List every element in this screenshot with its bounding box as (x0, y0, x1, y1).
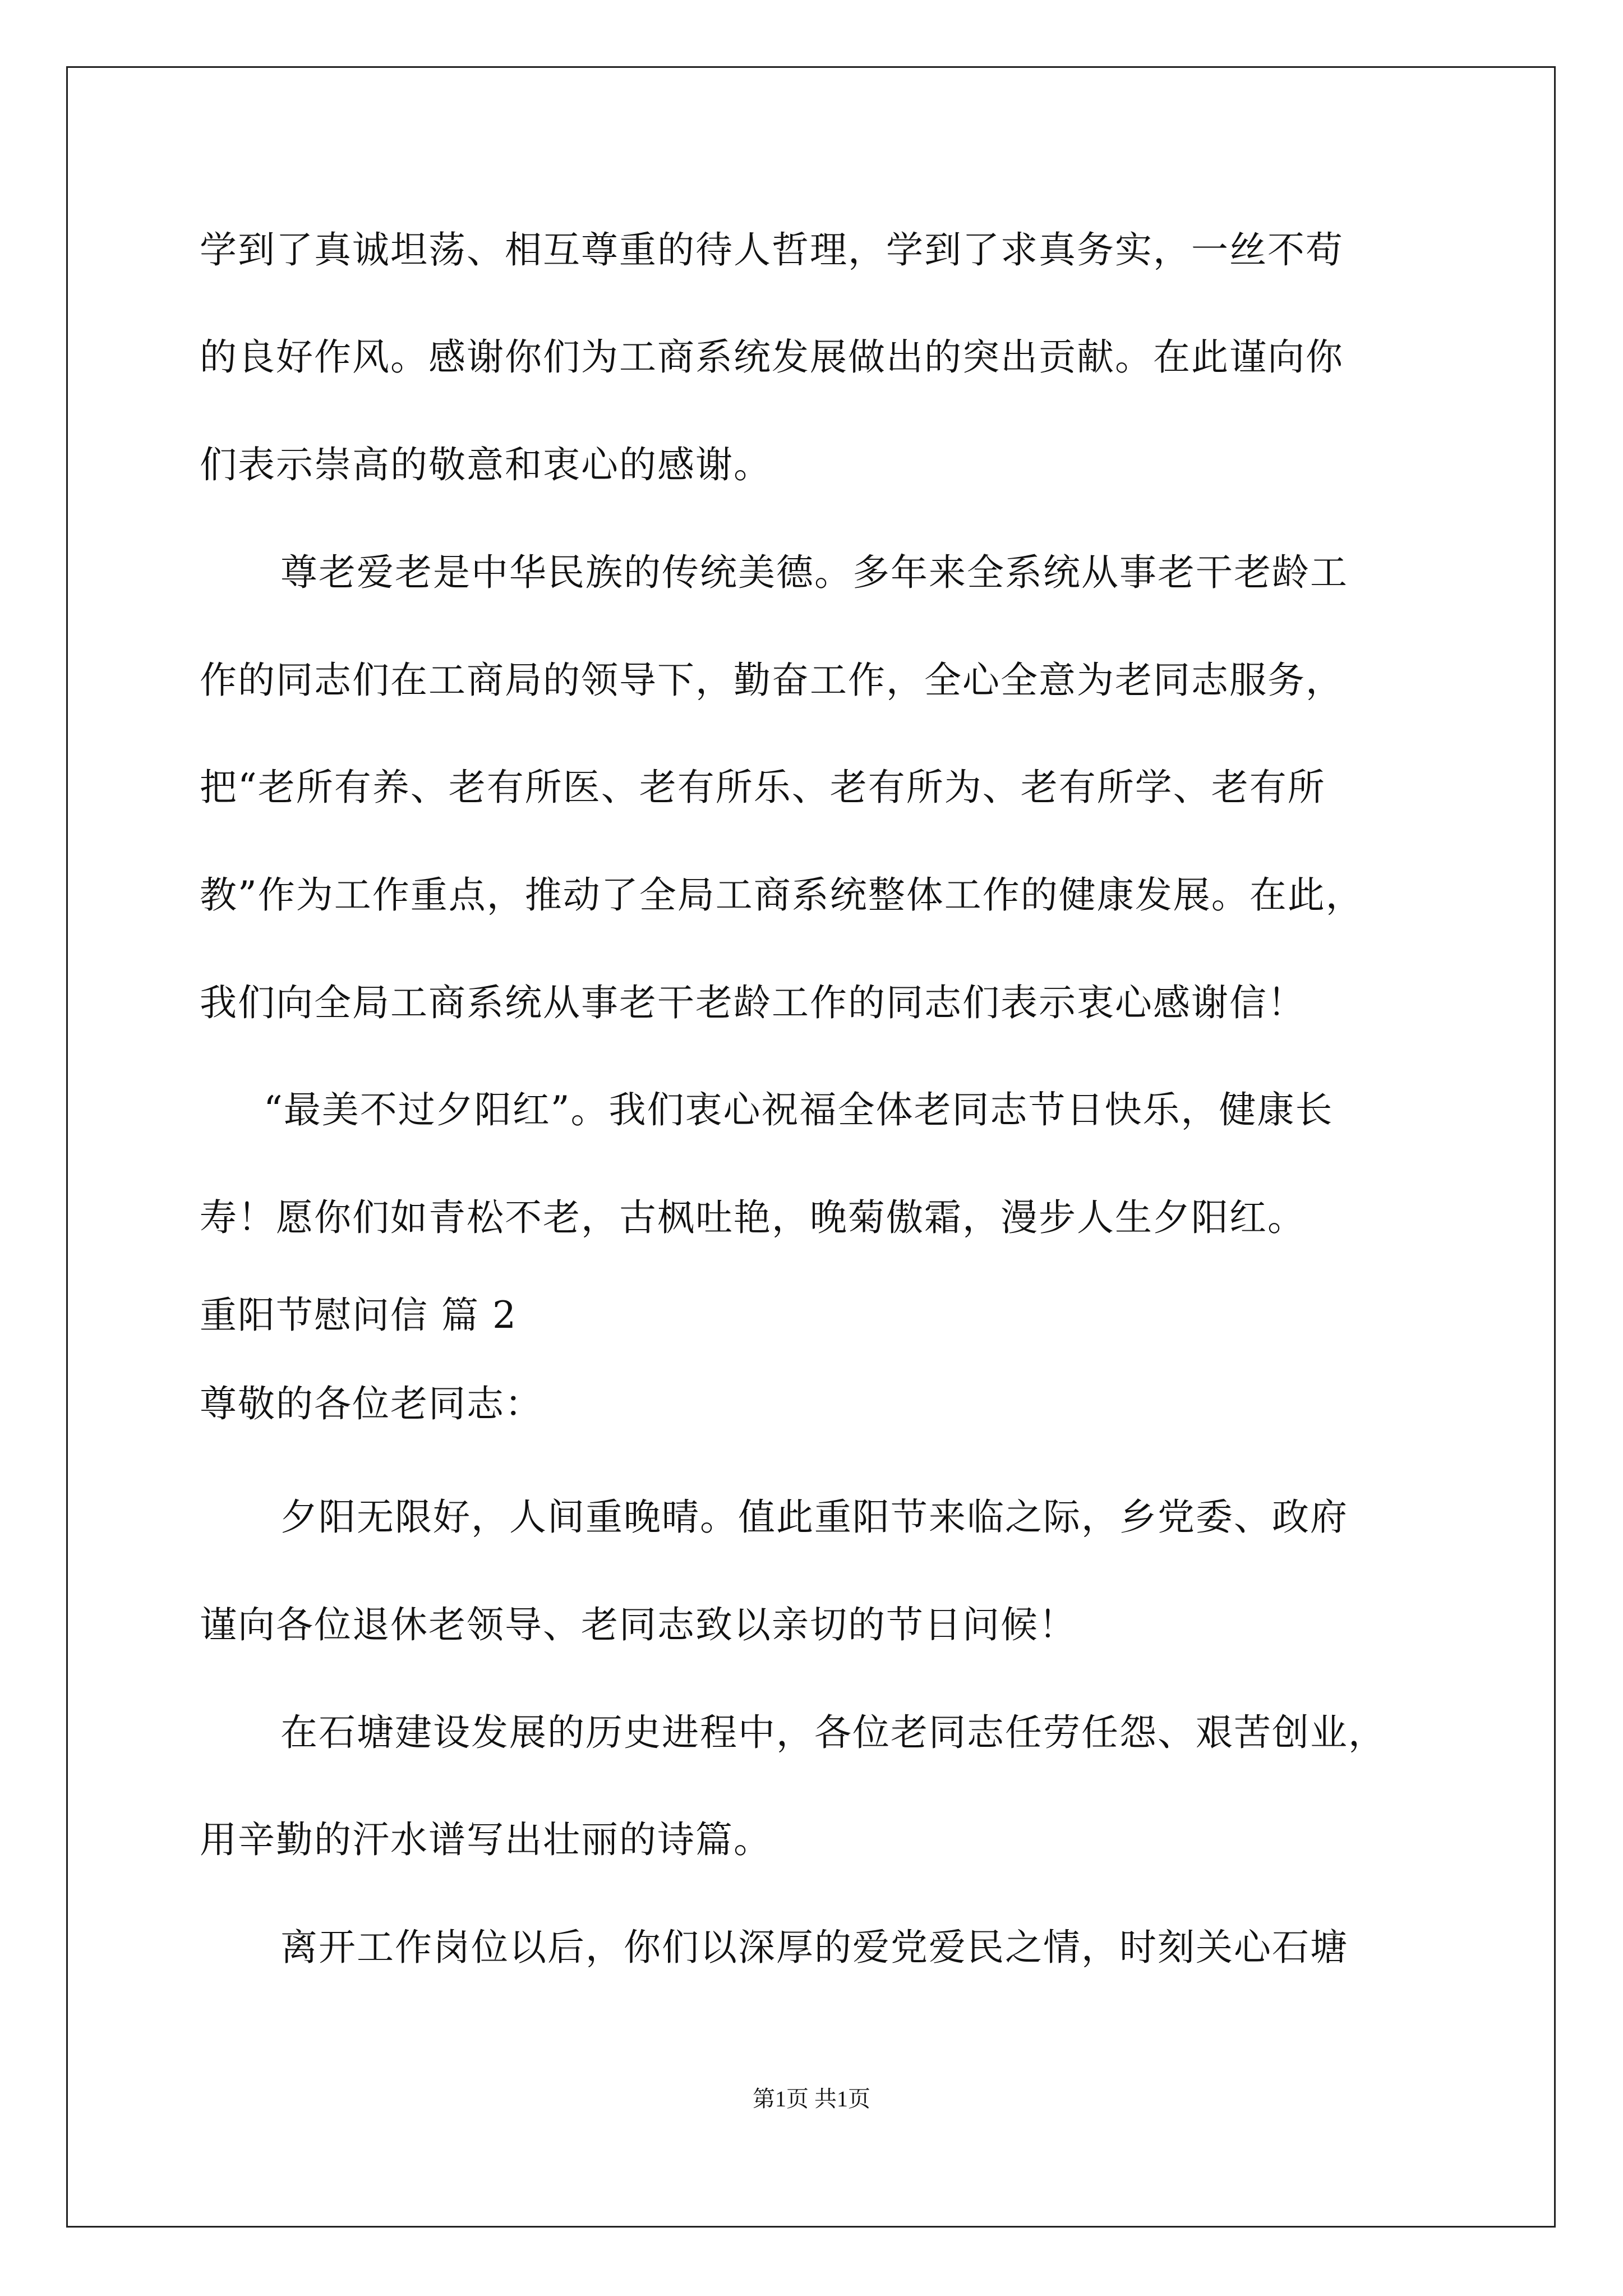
paragraph-start-line-15: 在石塘建设发展的历史进程中，各位老同志任劳任怨、艰苦创业， (280, 1711, 1386, 1754)
body-line-16: 用辛勤的汗水谱写出壮丽的诗篇。 (200, 1818, 772, 1861)
paragraph-start-line-13: 夕阳无限好，人间重晚晴。值此重阳节来临之际，乡党委、政府 (280, 1496, 1348, 1539)
paragraph-start-line-17: 离开工作岗位以后，你们以深厚的爱党爱民之情，时刻关心石塘 (280, 1926, 1348, 1969)
salutation: 尊敬的各位老同志： (200, 1382, 543, 1425)
body-line-6: 把“老所有养、老有所医、老有所乐、老有所为、老有所学、老有所 (200, 766, 1326, 809)
body-line-10: 寿！愿你们如青松不老，古枫吐艳，晚菊傲霜，漫步人生夕阳红。 (200, 1196, 1306, 1239)
body-line-2: 的良好作风。感谢你们为工商系统发展做出的突出贡献。在此谨向你 (200, 335, 1344, 379)
page-footer: 第1页 共1页 (753, 2086, 870, 2111)
paragraph-start-line-9: “最美不过夕阳红”。我们衷心祝福全体老同志节日快乐，健康长 (264, 1088, 1334, 1131)
body-line-7: 教”作为工作重点，推动了全局工商系统整体工作的健康发展。在此， (200, 873, 1364, 917)
body-line-8: 我们向全局工商系统从事老干老龄工作的同志们表示衷心感谢信！ (200, 981, 1306, 1024)
section-heading: 重阳节慰问信 篇 2 (200, 1294, 517, 1337)
body-line-1: 学到了真诚坦荡、相互尊重的待人哲理，学到了求真务实，一丝不苟 (200, 228, 1344, 272)
paragraph-start-line-4: 尊老爱老是中华民族的传统美德。多年来全系统从事老干老龄工 (280, 551, 1348, 594)
body-line-5: 作的同志们在工商局的领导下，勤奋工作，全心全意为老同志服务， (200, 659, 1344, 702)
body-line-14: 谨向各位退休老领导、老同志致以亲切的节日问候！ (200, 1603, 1077, 1646)
body-line-3: 们表示崇高的敬意和衷心的感谢。 (200, 443, 772, 486)
page-border (66, 66, 1556, 2228)
